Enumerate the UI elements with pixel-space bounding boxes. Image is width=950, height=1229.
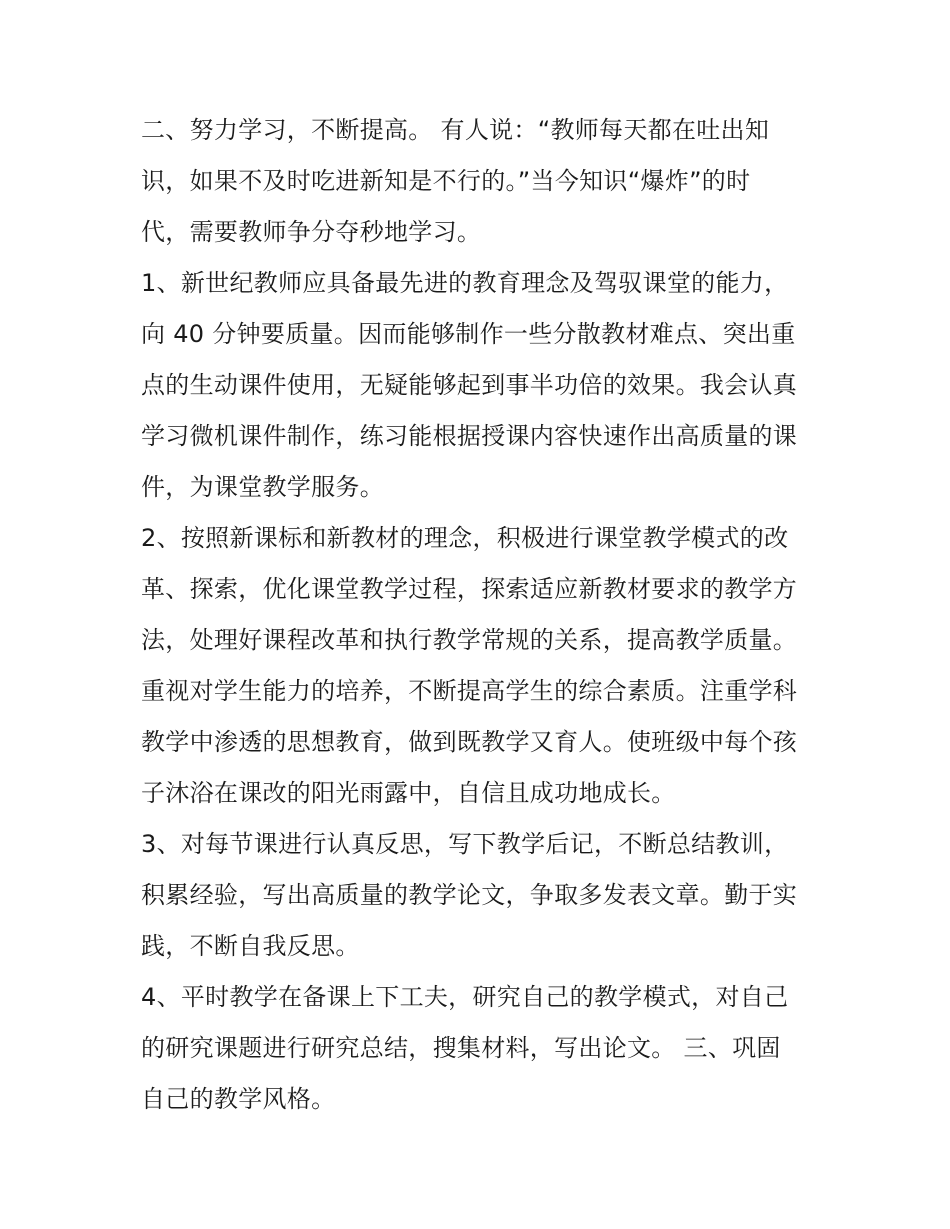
text-line: 践，不断自我反思。 <box>141 932 360 960</box>
text-line: 2、按照新课标和新教材的理念，积极进行课堂教学模式的改 <box>141 524 789 552</box>
text-line: 学习微机课件制作，练习能根据授课内容快速作出高质量的课 <box>141 422 798 450</box>
text-line: 1、新世纪教师应具备最先进的教育理念及驾驭课堂的能力， <box>141 269 789 297</box>
text-line: 重视对学生能力的培养，不断提高学生的综合素质。注重学科 <box>141 677 798 705</box>
text-line: 积累经验，写出高质量的教学论文，争取多发表文章。勤于实 <box>141 881 798 909</box>
text-line: 识，如果不及时吃进新知是不行的。”当今知识“爆炸”的时 <box>141 167 751 195</box>
text-line: 3、对每节课进行认真反思，写下教学后记，不断总结教训， <box>141 830 789 858</box>
text-line: 的研究课题进行研究总结，搜集材料，写出论文。 三、巩固 <box>141 1034 781 1062</box>
text-line: 二、努力学习，不断提高。 有人说：“教师每天都在吐出知 <box>141 116 770 144</box>
text-line: 4、平时教学在备课上下工夫，研究自己的教学模式，对自己 <box>141 983 789 1011</box>
text-line: 件，为课堂教学服务。 <box>141 473 384 501</box>
text-line: 革、探索，优化课堂教学过程，探索适应新教材要求的教学方 <box>141 575 798 603</box>
text-line: 代，需要教师争分夺秒地学习。 <box>141 218 482 246</box>
text-line: 自己的教学风格。 <box>141 1085 336 1113</box>
text-line: 子沐浴在课改的阳光雨露中，自信且成功地成长。 <box>141 779 676 807</box>
text-line: 教学中渗透的思想教育，做到既教学又育人。使班级中每个孩 <box>141 728 798 756</box>
text-line: 法，处理好课程改革和执行教学常规的关系，提高教学质量。 <box>141 626 798 654</box>
text-line: 点的生动课件使用，无疑能够起到事半功倍的效果。我会认真 <box>141 371 798 399</box>
text-line: 向 40 分钟要质量。因而能够制作一些分散教材难点、突出重 <box>141 320 796 348</box>
